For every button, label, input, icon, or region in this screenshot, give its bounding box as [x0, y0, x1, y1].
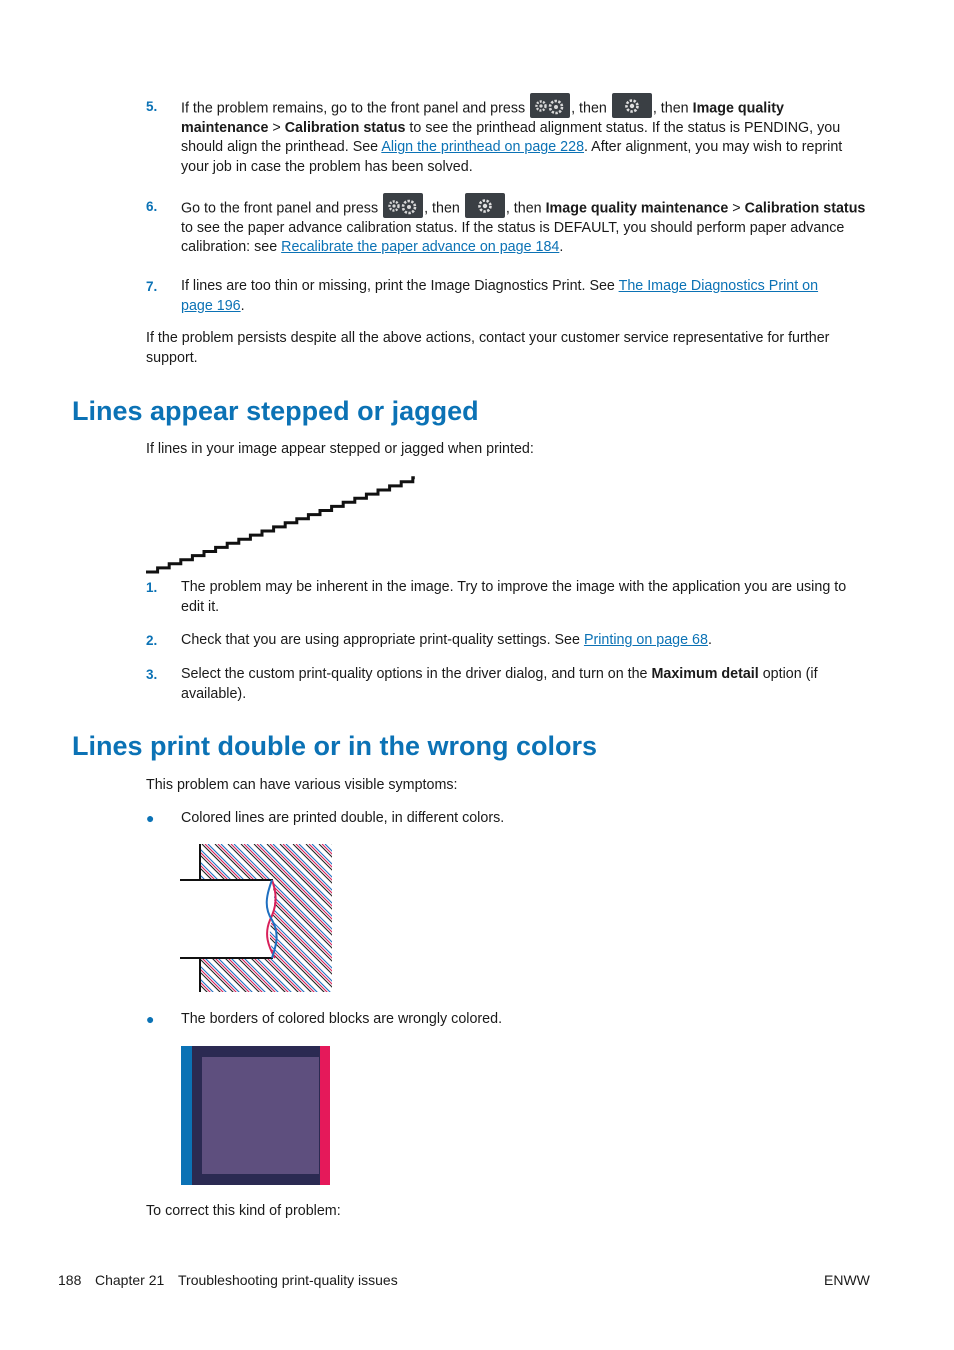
section-title-double-lines: Lines print double or in the wrong colors [72, 731, 598, 761]
hatch-line [180, 844, 186, 994]
step-text-part: > [268, 119, 285, 136]
step-number: 1. [146, 580, 158, 595]
step-5-text [181, 99, 871, 177]
bullet-text: The borders of colored blocks are wrongly colored. [181, 1011, 503, 1027]
section-outro: To correct this kind of problem: [146, 1203, 341, 1219]
page-number: 188 [58, 1272, 82, 1288]
step-text-part: option (if available). [181, 666, 818, 702]
hatch-line [180, 844, 238, 994]
ui-path-bold: Image quality maintenance [545, 200, 729, 217]
section-intro: If lines in your image appear stepped or jagged when printed: [146, 441, 534, 457]
section1-step-1-text: The problem may be inherent in the image. Try to improve the image with the application you are using to edit it. [181, 579, 847, 615]
colored-block-illustration [181, 1046, 331, 1186]
step-number: 3. [146, 667, 158, 682]
hatch-line [180, 844, 290, 994]
link-image-diagnostics-print[interactable]: The Image Diagnostics Print on page 196 [181, 278, 819, 314]
step-text-part: . [559, 239, 564, 256]
section-title-stepped-lines: Lines appear stepped or jagged [72, 396, 479, 426]
hatch-line [180, 844, 212, 994]
hatch-line [180, 844, 202, 994]
step-text-part: If the problem remains, go to the front panel and press [181, 100, 530, 117]
step-text-part: Check that you are using appropriate print-quality settings. See [181, 632, 584, 648]
step-text-part: , then [652, 100, 693, 117]
step-text-part: > [728, 200, 745, 217]
step-number: 7. [146, 279, 158, 294]
double-lines-illustration [180, 844, 334, 994]
step-text-part: Go to the front panel and press [181, 200, 383, 217]
gear-icon [612, 93, 652, 118]
persist-note: If the problem persists despite all the above actions, contact your customer service representative for further support. [146, 330, 830, 366]
step-text-part: . After alignment, you may wish to reprint your job in case the problem has been solved. [181, 139, 843, 175]
hatch-line [180, 844, 183, 994]
chapter-title: Troubleshooting print-quality issues [178, 1272, 398, 1288]
section-intro: This problem can have various visible symptoms: [146, 777, 458, 793]
step-number: 5. [146, 99, 158, 114]
locale-code: ENWW [824, 1272, 870, 1288]
ui-option-bold: Maximum detail [651, 666, 759, 682]
ui-path-bold: Image quality maintenance [181, 100, 784, 136]
ui-path-bold: Calibration status [744, 200, 866, 217]
settings-gears-icon [383, 193, 423, 218]
link-recalibrate-paper-advance[interactable]: Recalibrate the paper advance on page 184 [281, 239, 560, 256]
step-text-part: . [707, 632, 712, 648]
step-text-part: , then [505, 200, 546, 217]
hatch-line [189, 844, 334, 994]
step-text-part: to see the paper advance calibration status. If the status is DEFAULT, you should perform paper advance calibration: see [181, 219, 845, 256]
hatch-line [332, 844, 334, 994]
hatch-line [180, 844, 261, 994]
gear-icon [465, 193, 505, 218]
step-7-text [181, 277, 841, 316]
bullet-icon: ● [146, 1011, 155, 1027]
hatch-line [180, 844, 196, 994]
hatch-line [180, 844, 215, 994]
step-text-part: . [240, 297, 245, 314]
step-6-text [181, 199, 871, 258]
settings-gears-icon [530, 93, 570, 118]
jagged-line-illustration [145, 474, 415, 576]
ui-path-bold: Calibration status [284, 119, 406, 136]
chapter-label: Chapter 21 [95, 1272, 165, 1288]
link-align-printhead[interactable]: Align the printhead on page 228 [381, 139, 585, 156]
step-text-part: , then [571, 100, 611, 117]
step-text-part: to see the printhead alignment status. If the status is PENDING, you should align the printhead. See [181, 119, 841, 156]
step-text-part: Select the custom print-quality options in the driver dialog, and turn on the [181, 666, 652, 682]
step-text-part: , then [424, 200, 464, 217]
link-printing[interactable]: Printing on page 68 [583, 632, 708, 648]
hatch-line [180, 844, 189, 994]
bullet-icon: ● [146, 810, 155, 826]
section1-step-2-text [181, 631, 871, 651]
step-number: 2. [146, 633, 158, 648]
bullet-text: Colored lines are printed double, in different colors. [181, 810, 505, 826]
step-text-part: If lines are too thin or missing, print the Image Diagnostics Print. See [181, 278, 619, 294]
step-number: 6. [146, 199, 158, 214]
section1-step-3-text [181, 665, 871, 704]
hatch-line [180, 844, 199, 994]
